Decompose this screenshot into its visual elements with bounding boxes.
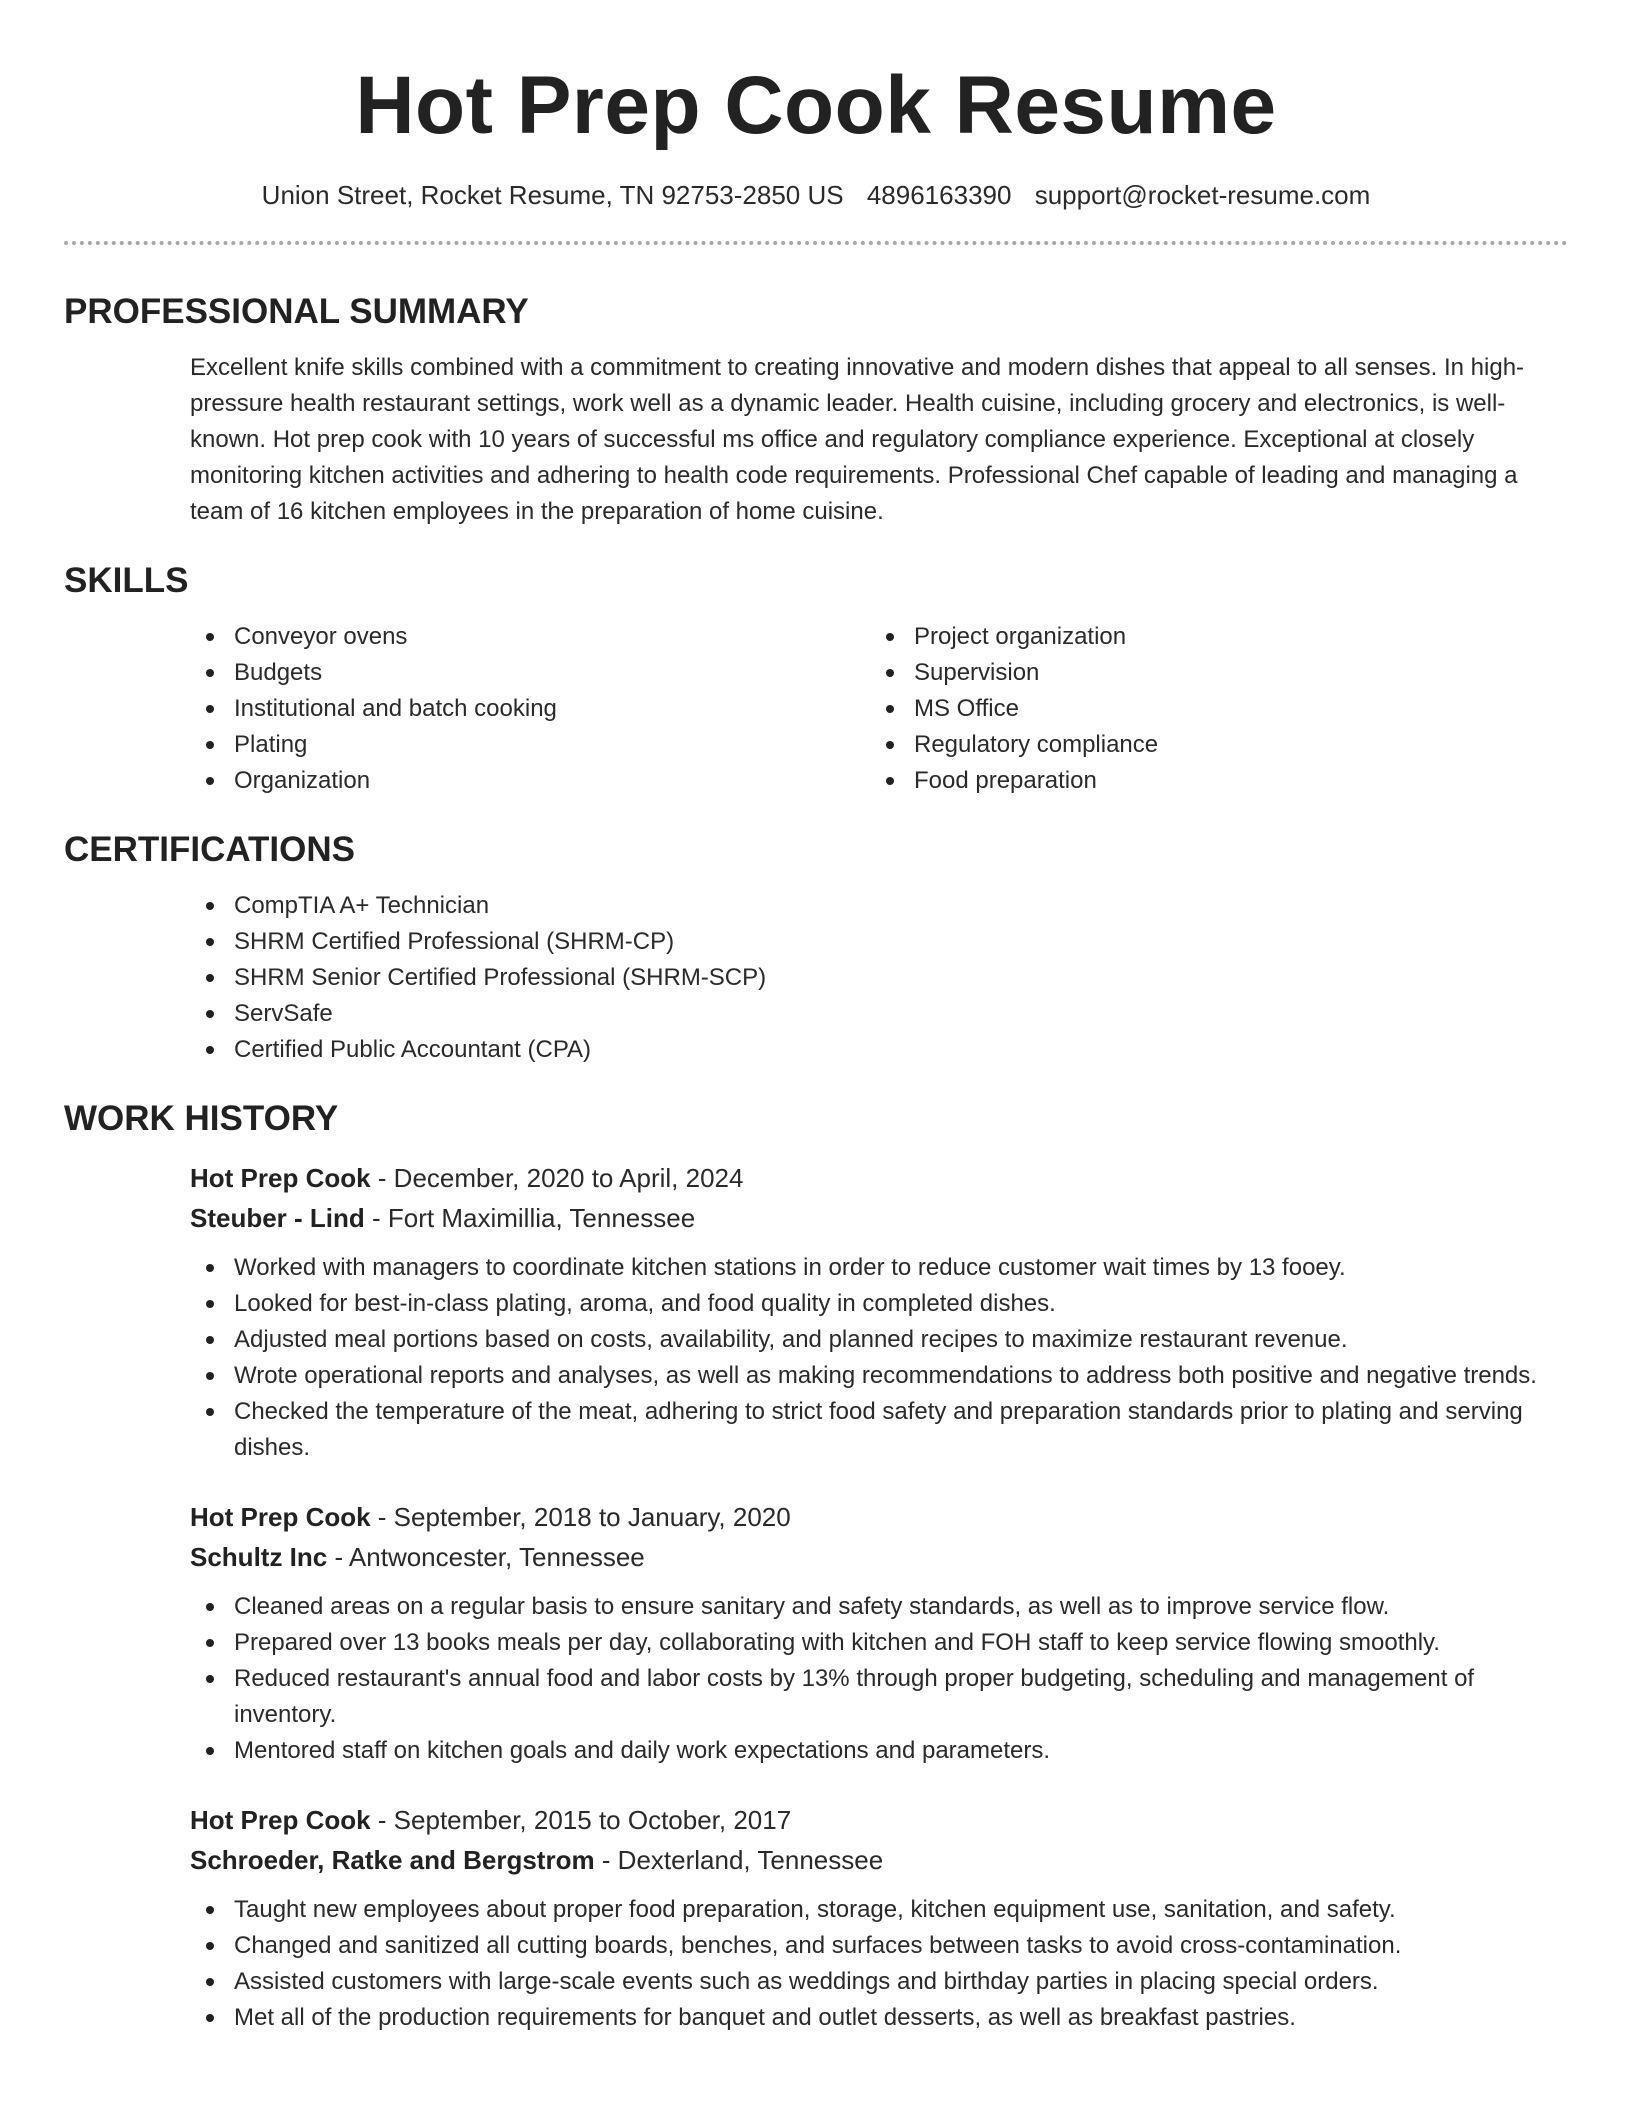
- job-title: Hot Prep Cook: [190, 1502, 371, 1532]
- job-bullet: Assisted customers with large-scale events such as weddings and birthday parties in placing special orders.: [190, 1964, 1568, 2000]
- job-bullet: Wrote operational reports and analyses, as well as making recommendations to address both positive and negative trends.: [190, 1358, 1568, 1394]
- job-title-line: [190, 1158, 1568, 1198]
- skills-list: [190, 619, 1568, 799]
- job-title-line: [190, 1497, 1568, 1537]
- skill-item: Plating: [190, 727, 870, 763]
- resume-page: [64, 0, 1568, 2112]
- job-bullet: Prepared over 13 books meals per day, collaborating with kitchen and FOH staff to keep service flowing smoothly.: [190, 1625, 1568, 1661]
- job-company-line: [190, 1198, 1568, 1238]
- skills-heading: SKILLS: [64, 561, 189, 600]
- job-dates: - September, 2018 to January, 2020: [370, 1502, 791, 1532]
- job-bullets: [190, 1589, 1568, 1769]
- job-company-line: [190, 1840, 1568, 1880]
- job-entry: [190, 1800, 1568, 2036]
- job-location: - Antwoncester, Tennessee: [327, 1542, 645, 1572]
- certifications-heading: CERTIFICATIONS: [64, 830, 356, 869]
- skill-item: Conveyor ovens: [190, 619, 870, 655]
- job-bullet: Looked for best-in-class plating, aroma, and food quality in completed dishes.: [190, 1286, 1568, 1322]
- job-company: Schroeder, Ratke and Bergstrom: [190, 1845, 595, 1875]
- summary-heading: PROFESSIONAL SUMMARY: [64, 292, 529, 331]
- header-divider: [64, 241, 1568, 245]
- skill-item: Institutional and batch cooking: [190, 691, 870, 727]
- job-title: Hot Prep Cook: [190, 1805, 371, 1835]
- job-bullet: Adjusted meal portions based on costs, availability, and planned recipes to maximize restaurant revenue.: [190, 1322, 1568, 1358]
- job-bullet: Changed and sanitized all cutting boards, benches, and surfaces between tasks to avoid cross-contamination.: [190, 1928, 1568, 1964]
- skill-item: Food preparation: [870, 763, 1550, 799]
- skill-item: Project organization: [870, 619, 1550, 655]
- resume-title: Hot Prep Cook Resume: [355, 60, 1277, 151]
- job-bullets: [190, 1892, 1568, 2036]
- certification-item: SHRM Senior Certified Professional (SHRM-SCP): [190, 960, 1568, 996]
- job-company-line: [190, 1537, 1568, 1577]
- job-bullet: Met all of the production requirements for banquet and outlet desserts, as well as breakfast pastries.: [190, 2000, 1568, 2036]
- skills-column-left: [190, 619, 870, 799]
- job-entry: [190, 1158, 1568, 1466]
- job-dates: - December, 2020 to April, 2024: [370, 1163, 744, 1193]
- job-title: Hot Prep Cook: [190, 1163, 371, 1193]
- skill-item: Supervision: [870, 655, 1550, 691]
- job-dates: - September, 2015 to October, 2017: [370, 1805, 792, 1835]
- job-bullet: Checked the temperature of the meat, adhering to strict food safety and preparation standards prior to plating and serving dishes.: [190, 1394, 1568, 1466]
- job-location: - Dexterland, Tennessee: [594, 1845, 884, 1875]
- work-history-heading: WORK HISTORY: [64, 1099, 339, 1138]
- summary-text: Excellent knife skills combined with a commitment to creating innovative and modern dishes that appeal to all senses. In high-pressure health restaurant settings, work well as a dynamic leader. Health cuisine, including grocery and electronics, is well-known. Hot prep cook with 10 years of successful ms office and regulatory compliance experience. Exceptional at closely monitoring kitchen activities and adhering to health code requirements. Professional Chef capable of leading and managing a team of 16 kitchen employees in the preparation of home cuisine.: [190, 354, 1525, 525]
- job-bullet: Worked with managers to coordinate kitchen stations in order to reduce customer wait times by 13 fooey.: [190, 1250, 1568, 1286]
- contact-line: [64, 178, 1568, 212]
- certifications-list: [190, 888, 1568, 1068]
- certification-item: Certified Public Accountant (CPA): [190, 1032, 1568, 1068]
- certification-item: ServSafe: [190, 996, 1568, 1032]
- contact-address: Union Street, Rocket Resume, TN 92753-2850 US: [261, 180, 844, 210]
- contact-phone: 4896163390: [866, 180, 1012, 210]
- skill-item: Budgets: [190, 655, 870, 691]
- job-bullet: Cleaned areas on a regular basis to ensure sanitary and safety standards, as well as to improve service flow.: [190, 1589, 1568, 1625]
- job-company: Steuber - Lind: [190, 1203, 365, 1233]
- job-bullet: Mentored staff on kitchen goals and daily work expectations and parameters.: [190, 1733, 1568, 1769]
- job-location: - Fort Maximillia, Tennessee: [364, 1203, 696, 1233]
- contact-email: support@rocket-resume.com: [1034, 180, 1371, 210]
- skill-item: Organization: [190, 763, 870, 799]
- job-bullet: Taught new employees about proper food preparation, storage, kitchen equipment use, sanitation, and safety.: [190, 1892, 1568, 1928]
- job-bullets: [190, 1250, 1568, 1466]
- job-entry: [190, 1497, 1568, 1769]
- job-company: Schultz Inc: [190, 1542, 328, 1572]
- skill-item: MS Office: [870, 691, 1550, 727]
- skill-item: Regulatory compliance: [870, 727, 1550, 763]
- job-bullet: Reduced restaurant's annual food and labor costs by 13% through proper budgeting, scheduling and management of inventory.: [190, 1661, 1568, 1733]
- skills-column-right: [870, 619, 1550, 799]
- certification-item: CompTIA A+ Technician: [190, 888, 1568, 924]
- certification-item: SHRM Certified Professional (SHRM-CP): [190, 924, 1568, 960]
- job-title-line: [190, 1800, 1568, 1840]
